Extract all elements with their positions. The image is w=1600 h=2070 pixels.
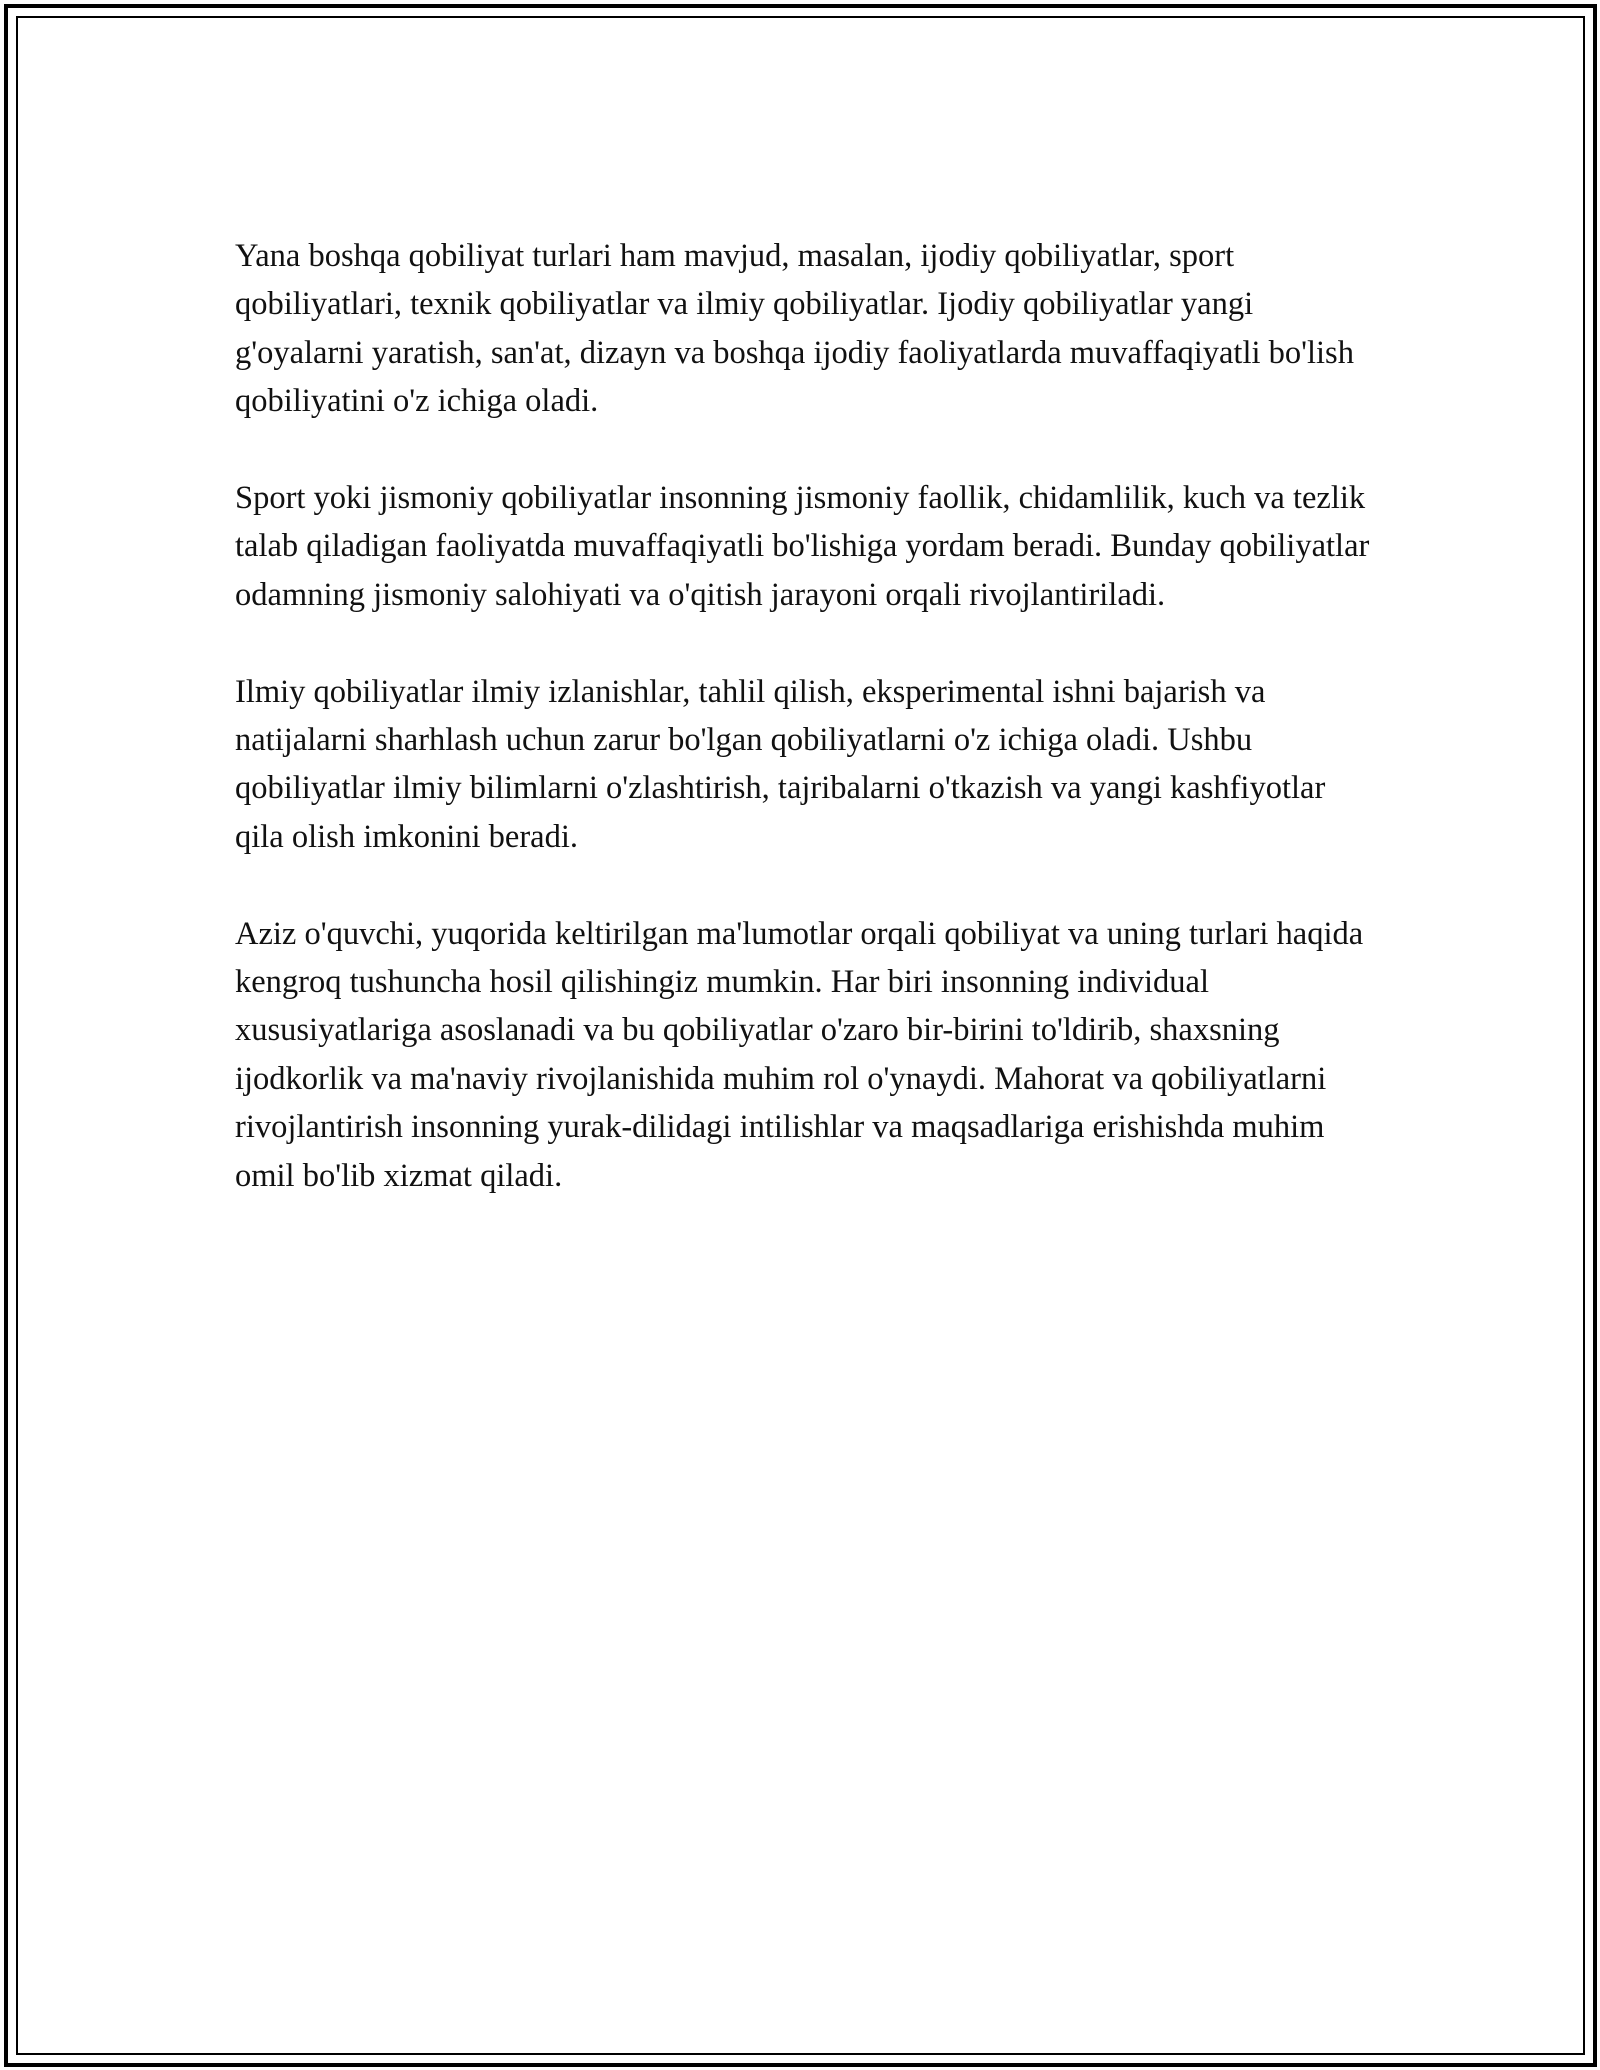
paragraph-sport-abilities: Sport yoki jismoniy qobiliyatlar insonning jismoniy faollik, chidamlilik, kuch va tezlik talab qiladigan faoliyatda muvaffaqiyatli bo'lishiga yordam beradi. Bunday qobiliyatlar odamning jismoniy salohiyati va o'qitish jarayoni orqali rivojlantiriladi. [235, 480, 1370, 613]
paragraph-scientific-abilities: Ilmiy qobiliyatlar ilmiy izlanishlar, tahlil qilish, eksperimental ishni bajarish va natijalarni sharhlash uchun zarur bo'lgan qobiliyatlarni o'z ichiga oladi. Ushbu qobiliyatlar ilmiy bilimlarni o'zlashtirish, tajribalarni o'tkazish va yangi kashfiyotlar qila olish imkonini beradi. [235, 673, 1326, 855]
document-body [235, 232, 1375, 1248]
paragraph-creative-abilities: Yana boshqa qobiliyat turlari ham mavjud, masalan, ijodiy qobiliyatlar, sport qobiliyatlari, texnik qobiliyatlar va ilmiy qobiliyatlar. Ijodiy qobiliyatlar yangi g'oyalarni yaratish, san'at, dizayn va boshqa ijodiy faoliyatlarda muvaffaqiyatli bo'lish qobiliyatini o'z ichiga oladi. [235, 238, 1354, 420]
paragraph-conclusion: Aziz o'quvchi, yuqorida keltirilgan ma'lumotlar orqali qobiliyat va uning turlari haqida kengroq tushuncha hosil qilishingiz mumkin. Har biri insonning individual xususiyatlariga asoslanadi va bu qobiliyatlar o'zaro bir-birini to'ldirib, shaxsning ijodkorlik va ma'naviy rivojlanishida muhim rol o'ynaydi. Mahorat va qobiliyatlarni rivojlantirish insonning yurak-dilidagi intilishlar va maqsadlariga erishishda muhim omil bo'lib xizmat qiladi. [235, 915, 1364, 1194]
